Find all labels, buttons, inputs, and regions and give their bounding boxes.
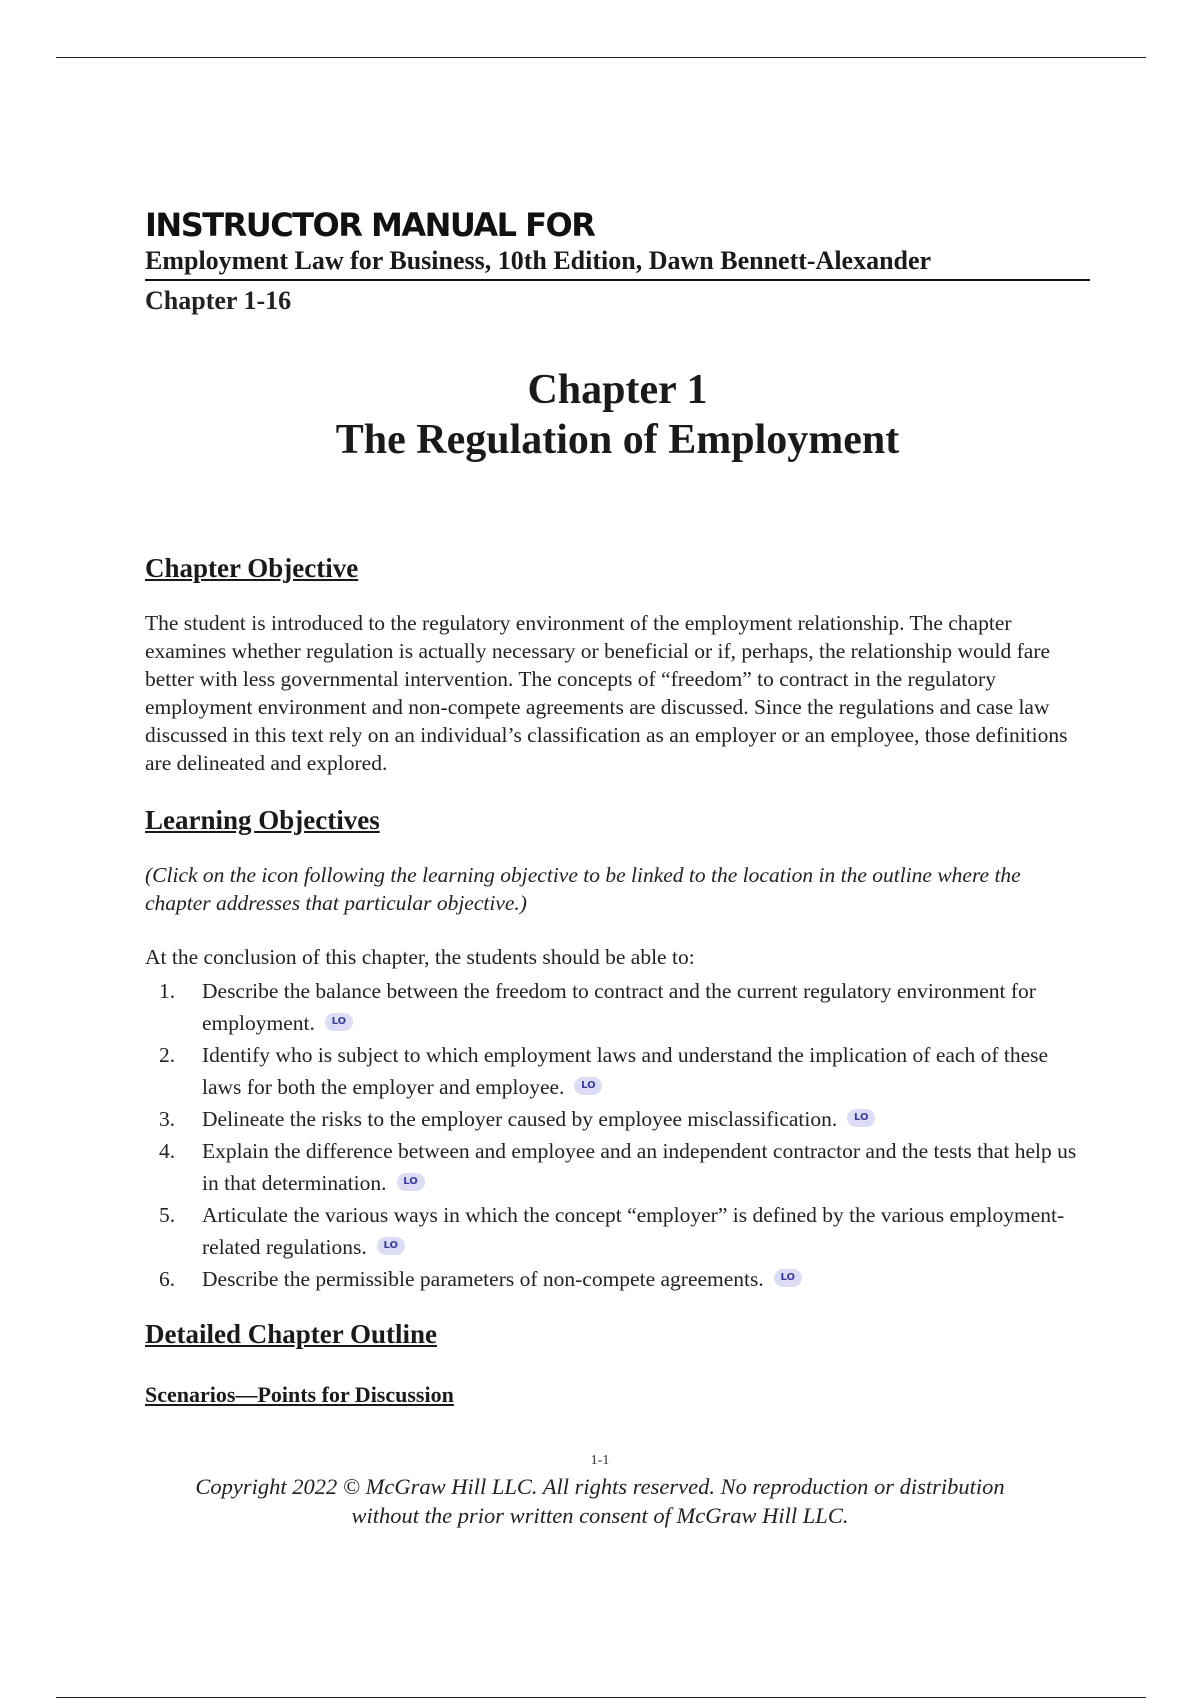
objective-text: Identify who is subject to which employment laws and understand the implication of each of these laws for both the employer and employee. — [202, 1043, 1049, 1099]
objective-text: Delineate the risks to the employer caused by employee misclassification. — [202, 1107, 838, 1131]
list-item — [145, 1103, 1090, 1135]
detailed-outline-heading: Detailed Chapter Outline — [145, 1319, 437, 1349]
list-number: 4. — [159, 1139, 176, 1163]
list-number: 6. — [159, 1267, 176, 1291]
list-item — [145, 975, 1090, 1039]
chapter-heading — [145, 365, 1090, 465]
lo-link-icon[interactable]: LO — [377, 1237, 405, 1255]
list-number: 2. — [159, 1043, 176, 1067]
list-number: 5. — [159, 1203, 176, 1227]
chapter-objective-heading: Chapter Objective — [145, 553, 359, 583]
lo-link-icon[interactable]: LO — [574, 1077, 602, 1095]
learning-objectives-intro: At the conclusion of this chapter, the students should be able to: — [145, 945, 695, 969]
chapter-objective-text: The student is introduced to the regulatory environment of the employment relationship. The chapter examines whether regulation is actually necessary or beneficial or if, perhaps, the relationship would fare better with less governmental intervention. The concepts of “freedom” to contract in the regulatory employment environment and non-compete agreements are discussed. Since the regulations and case law discussed in this text rely on an individual’s classification as an employer or an employee, those definitions are delineated and explored. — [145, 611, 1068, 775]
manual-title: INSTRUCTOR MANUAL FOR — [145, 206, 595, 244]
book-title-line: Employment Law for Business, 10th Edition, Dawn Bennett-Alexander — [145, 245, 1090, 281]
lo-link-icon[interactable]: LO — [325, 1013, 353, 1031]
lo-link-icon[interactable]: LO — [774, 1269, 802, 1287]
list-item — [145, 1135, 1090, 1199]
list-item — [145, 1199, 1090, 1263]
scenarios-subheading: Scenarios—Points for Discussion — [145, 1382, 454, 1407]
list-item — [145, 1263, 1090, 1295]
chapter-number: Chapter 1 — [527, 367, 708, 413]
learning-objectives-note: (Click on the icon following the learning objective to be linked to the location in the outline where the chapter addresses that particular objective.) — [145, 863, 1021, 915]
copyright-notice — [0, 1472, 1200, 1530]
objective-text: Describe the balance between the freedom to contract and the current regulatory environment for employment. — [202, 979, 1036, 1035]
objective-text: Describe the permissible parameters of non-compete agreements. — [202, 1267, 764, 1291]
top-rule — [56, 57, 1146, 58]
objective-text: Articulate the various ways in which the concept “employer” is defined by the various employment-related regulations. — [202, 1203, 1065, 1259]
chapter-title: The Regulation of Employment — [335, 417, 900, 463]
page-footer — [0, 1452, 1200, 1530]
chapter-range: Chapter 1-16 — [145, 286, 292, 315]
list-item — [145, 1039, 1090, 1103]
lo-link-icon[interactable]: LO — [847, 1109, 875, 1127]
list-number: 1. — [159, 979, 176, 1003]
objective-text: Explain the difference between and employee and an independent contractor and the tests that help us in that determination. — [202, 1139, 1077, 1195]
bottom-rule — [56, 1697, 1146, 1698]
page-number: 1-1 — [590, 1453, 610, 1468]
lo-link-icon[interactable]: LO — [397, 1173, 425, 1191]
learning-objectives-list — [145, 975, 1090, 1295]
learning-objectives-heading: Learning Objectives — [145, 805, 380, 835]
list-number: 3. — [159, 1107, 176, 1131]
page-content — [145, 205, 1090, 1409]
copyright-text: Copyright 2022 © McGraw Hill LLC. All rights reserved. No reproduction or distribution without the prior written consent of McGraw Hill LLC. — [195, 1474, 1005, 1528]
